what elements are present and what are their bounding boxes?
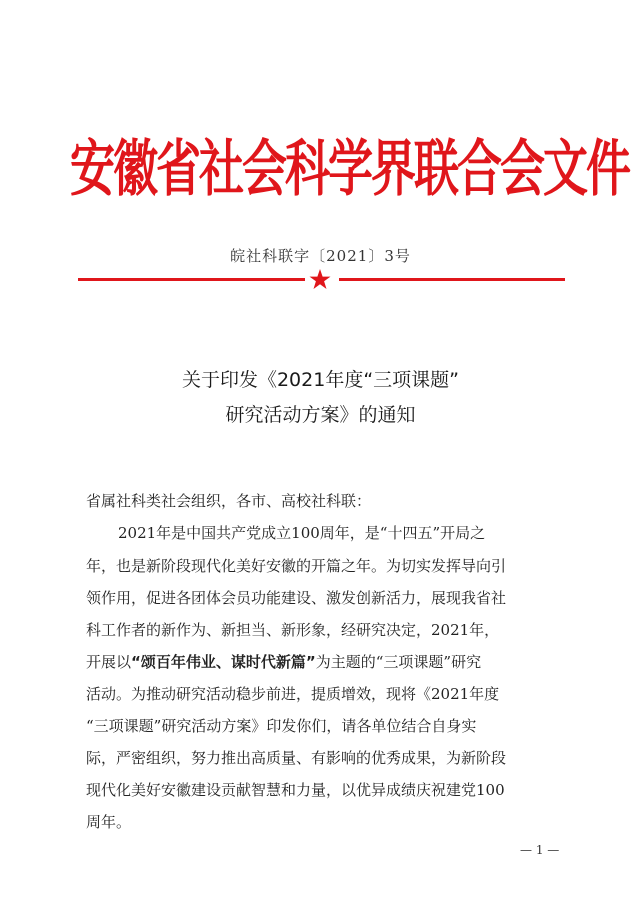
red-star-icon — [308, 268, 332, 292]
body-line: 2021年是中国共产党成立100周年，是“十四五”开局之 — [118, 524, 486, 542]
notice-title-line-1: 关于印发《2021年度“三项课题” — [181, 369, 460, 391]
body-line: 领作用，促进各团体会员功能建设、激发创新活力，展现我省社 — [86, 589, 507, 607]
body-line: 周年。 — [86, 813, 132, 831]
body-line: 年，也是新阶段现代化美好安徽的开篇之年。为切实发挥导向引 — [86, 557, 507, 575]
document-number: 皖社科联字〔2021〕3号 — [230, 247, 411, 265]
salutation: 省属社科类社会组织，各市、高校社科联： — [86, 492, 372, 510]
body-line: 现代化美好安徽建设贡献智慧和力量，以优异成绩庆祝建党100 — [86, 781, 505, 799]
body-text: 开展以 — [86, 653, 132, 671]
body-line: “三项课题”研究活动方案》印发你们，请各单位结合自身实 — [86, 717, 477, 735]
theme-emphasis: “颂百年伟业、谋时代新篇” — [131, 653, 316, 671]
page-number: — 1 — — [520, 843, 560, 857]
masthead-title: 安徽省社会科学界联合会文件 — [70, 132, 630, 205]
red-divider-right — [339, 278, 565, 281]
red-divider-left — [78, 278, 305, 281]
notice-title-line-2: 研究活动方案》的通知 — [225, 404, 416, 426]
body-line — [86, 651, 570, 672]
body-line: 科工作者的新作为、新担当、新形象，经研究决定，2021年， — [86, 621, 500, 639]
body-line: 际，严密组织，努力推出高质量、有影响的优秀成果，为新阶段 — [86, 749, 507, 767]
body-text: 为主题的“三项课题”研究 — [315, 653, 482, 671]
body-line: 活动。为推动研究活动稳步前进，提质增效，现将《2021年度 — [86, 685, 500, 703]
